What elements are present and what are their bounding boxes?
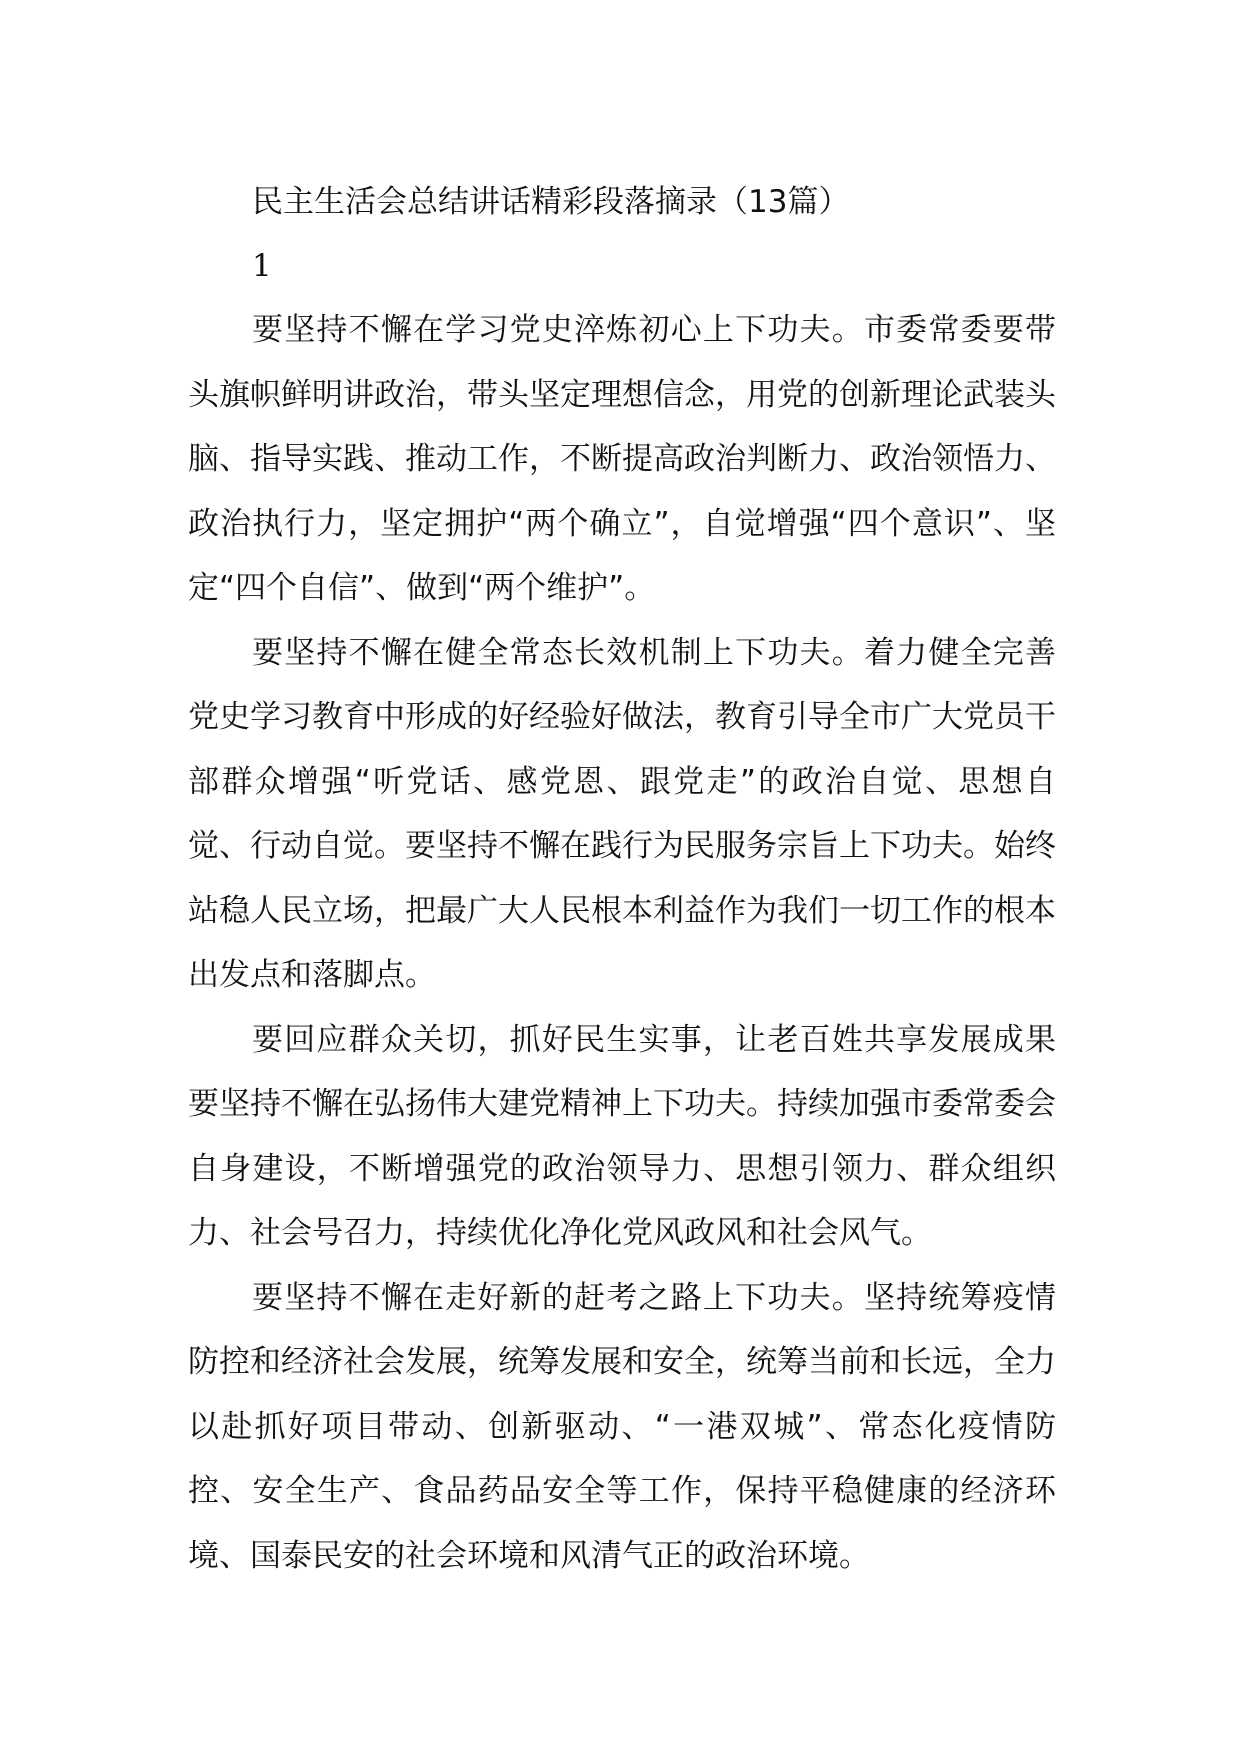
paragraph-4: 要坚持不懈在走好新的赶考之路上下功夫。坚持统筹疫情防控和经济社会发展，统筹发展和安全，统筹当前和长远，全力以赴抓好项目带动、创新驱动、“一港双城”、常态化疫情防控、安全生产、食品药品安全等工作，保持平稳健康的经济环境、国泰民安的社会环境和风清气正的政治环境。 — [188, 1279, 1056, 1574]
paragraph-1: 要坚持不懈在学习党史淬炼初心上下功夫。市委常委要带头旗帜鲜明讲政治，带头坚定理想信念，用党的创新理论武装头脑、指导实践、推动工作，不断提高政治判断力、政治领悟力、政治执行力，坚定拥护“两个确立”，自觉增强“四个意识”、坚定“四个自信”、做到“两个维护”。 — [188, 312, 1056, 606]
document-title: 民主生活会总结讲话精彩段落摘录（13篇） — [252, 184, 850, 220]
paragraph-2: 要坚持不懈在健全常态长效机制上下功夫。着力健全完善党史学习教育中形成的好经验好做法，教育引导全市广大党员干部群众增强“听党话、感党恩、跟党走”的政治自觉、思想自觉、行动自觉。要坚持不懈在践行为民服务宗旨上下功夫。始终站稳人民立场，把最广大人民根本利益作为我们一切工作的根本出发点和落脚点。 — [188, 634, 1056, 993]
paragraph-3: 要回应群众关切，抓好民生实事，让老百姓共享发展成果要坚持不懈在弘扬伟大建党精神上下功夫。持续加强市委常委会自身建设，不断增强党的政治领导力、思想引领力、群众组织力、社会号召力，持续优化净化党风政风和社会风气。 — [188, 1021, 1056, 1251]
section-number: 1 — [252, 248, 272, 284]
document-body — [188, 170, 1056, 1588]
